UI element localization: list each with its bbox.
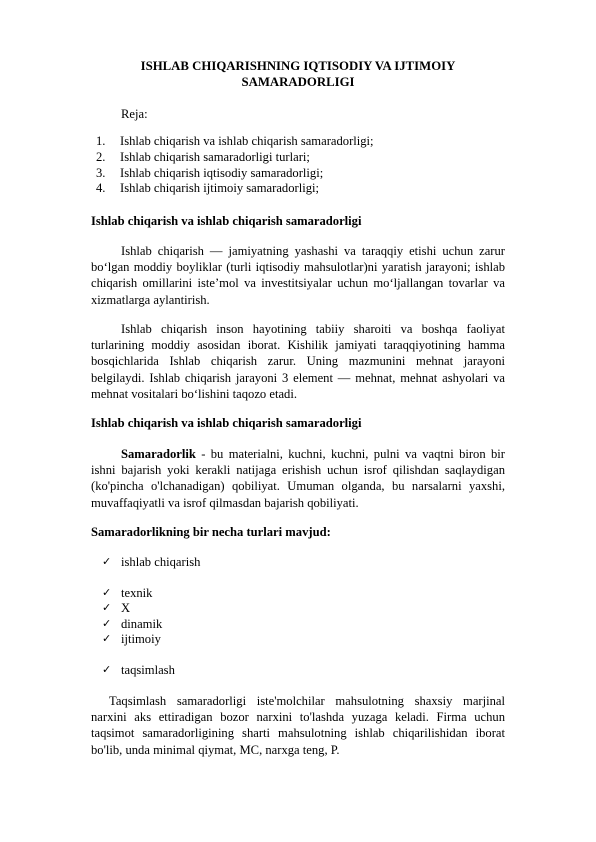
plan-label: Reja: [121,107,148,121]
paragraph-efficiency-definition [91,446,505,511]
plan-item [96,165,374,181]
plan-item-text: Ishlab chiqarish ijtimoiy samaradorligi; [120,181,320,196]
type-label: taqsimlash [121,663,175,677]
types-list-item [102,662,175,677]
type-label: ishlab chiqarish [121,555,201,569]
efficiency-term: Samaradorlik [121,447,196,461]
type-label: ijtimoiy [121,632,161,647]
checkmark-icon: ✓ [102,555,112,568]
types-list-item [102,616,162,631]
plan-item-text: Ishlab chiqarish va ishlab chiqarish samaradorligi; [120,134,374,148]
paragraph-production-basis: Ishlab chiqarish inson hayotining tabiiy sharoiti va boshqa faoliyat turlarining moddiy asosidan iborat. Kishilik jamiyati taraqqiyotining hamma bosqichlarida Ishlab chiqarish zarur. Uning mazmunini mehnat jarayoni belgilaydi. Ishlab chiqarish jarayoni 3 element — mehnat, mehnat ashyolari va mehnat vositalari boʻlishini taqozo etadi. [91,322,505,401]
checkmark-icon: ✓ [102,632,112,646]
types-list-item [102,631,162,646]
types-list-item [102,554,200,569]
types-list-item [102,600,162,615]
plan-item-text: Ishlab chiqarish samaradorligi turlari; [120,149,310,164]
paragraph-production-definition: Ishlab chiqarish — jamiyatning yashashi va taraqqiy etishi uchun zarur boʻlgan moddiy boyliklar (turli iqtisodiy mahsulotlar)ni yaratish jarayoni; ishlab chiqarish omillarini isteʼmol va investitsiyalar uchun moʻljallangan tovarlar va xizmatlarga aylantirish. [91,244,505,307]
types-list [102,585,162,647]
type-label: dinamik [121,616,163,631]
types-list-item [102,585,162,600]
section-heading-production: Ishlab chiqarish va ishlab chiqarish samaradorligi [91,214,362,228]
checkmark-icon: ✓ [102,586,112,599]
plan-item [96,149,374,165]
paragraph-allocative-efficiency: Taqsimlash samaradorligi iste'molchilar mahsulotning shaxsiy marjinal narxini aks ettiradigan bozor narxini to'lashda yuzaga keladi. Firma uchun taqsimot samaradorligining sharti mahsulotning ishlab chiqarilishidan iborat bo'lib, unda minimal qiymat, MC, narxga teng, P. [91,694,505,757]
plan-list [96,133,374,196]
document-title: ISHLAB CHIQARISHNING IQTISODIY VA IJTIMOIY SAMARADORLIGI [140,59,456,89]
plan-item-number: 3. [96,165,106,180]
type-label: texnik [121,586,153,600]
plan-item-number: 1. [96,134,106,148]
plan-item-number: 4. [96,181,106,196]
checkmark-icon: ✓ [102,601,112,615]
plan-item-number: 2. [96,149,106,164]
checkmark-icon: ✓ [102,616,112,630]
efficiency-definition-text: - bu materialni, kuchni, kuchni, pulni va vaqtni biron bir ishni bajarish yoki kerakli natijaga erishish uchun isrof qilishdan saqlaydigan (ko'pincha o'lchanadigan) qobiliyat. Umuman olganda, bu narsalarni yaxshi, muvaffaqiyatli va isrof qilmasdan bajarish qobiliyati. [91,447,505,510]
plan-item [96,133,374,149]
types-list [102,662,175,677]
plan-item [96,180,374,196]
type-label: X [121,601,131,616]
types-list [102,554,200,569]
checkmark-icon: ✓ [102,663,112,676]
plan-item-text: Ishlab chiqarish iqtisodiy samaradorligi; [120,165,324,180]
section-heading-efficiency: Ishlab chiqarish va ishlab chiqarish samaradorligi [91,416,362,430]
section-heading-types: Samaradorlikning bir necha turlari mavjud: [91,525,331,539]
